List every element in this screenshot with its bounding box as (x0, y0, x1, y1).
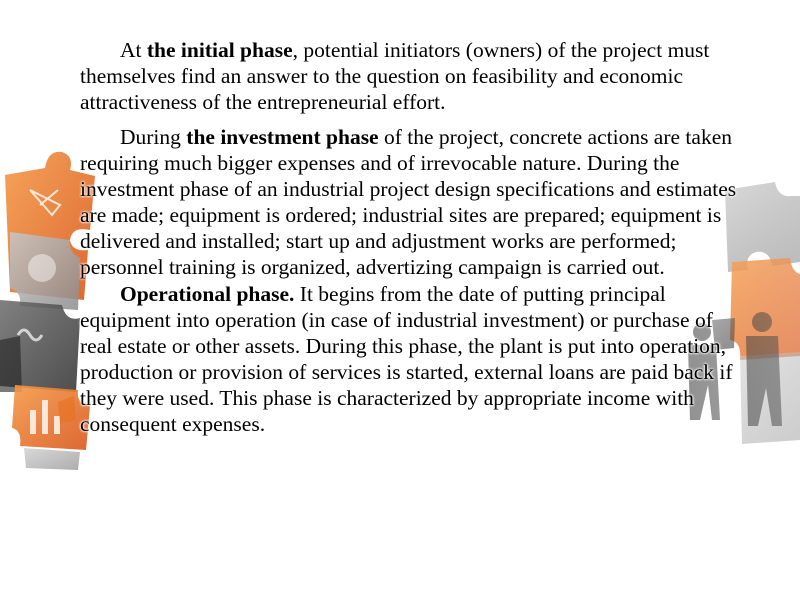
paragraph-operational-phase (80, 281, 748, 437)
paragraph-1-prefix: At (120, 38, 147, 62)
paragraph-2-rest: of the project, concrete actions are taken requiring much bigger expenses and of irrevocable nature. During the investment phase of an industrial project design specifications and estimates are made; equipment is ordered; industrial sites are prepared; equipment is delivered and installed; start up and adjustment works are performed; personnel training is organized, advertizing campaign is carried out. (80, 125, 737, 279)
paragraph-2-prefix: During (120, 125, 187, 149)
paragraph-3-rest: It begins from the date of putting principal equipment into operation (in case of industrial investment) or purchase of real estate or other assets. During this phase, the plant is put into operation, production or provision of services is started, external loans are paid back if they were used. This phase is characterized by appropriate income with consequent expenses. (80, 282, 733, 436)
paragraph-3-bold: Operational phase. (120, 282, 295, 306)
paragraph-2-bold: the investment phase (186, 125, 379, 149)
paragraph-investment-phase (80, 124, 748, 280)
paragraph-1-rest: , potential initiators (owners) of the project must themselves find an answer to the question on feasibility and economic attractiveness of the entrepreneurial effort. (80, 38, 710, 114)
paragraph-1-bold: the initial phase (146, 38, 293, 62)
paragraph-initial-phase (80, 37, 748, 115)
slide-text-body (80, 37, 748, 437)
